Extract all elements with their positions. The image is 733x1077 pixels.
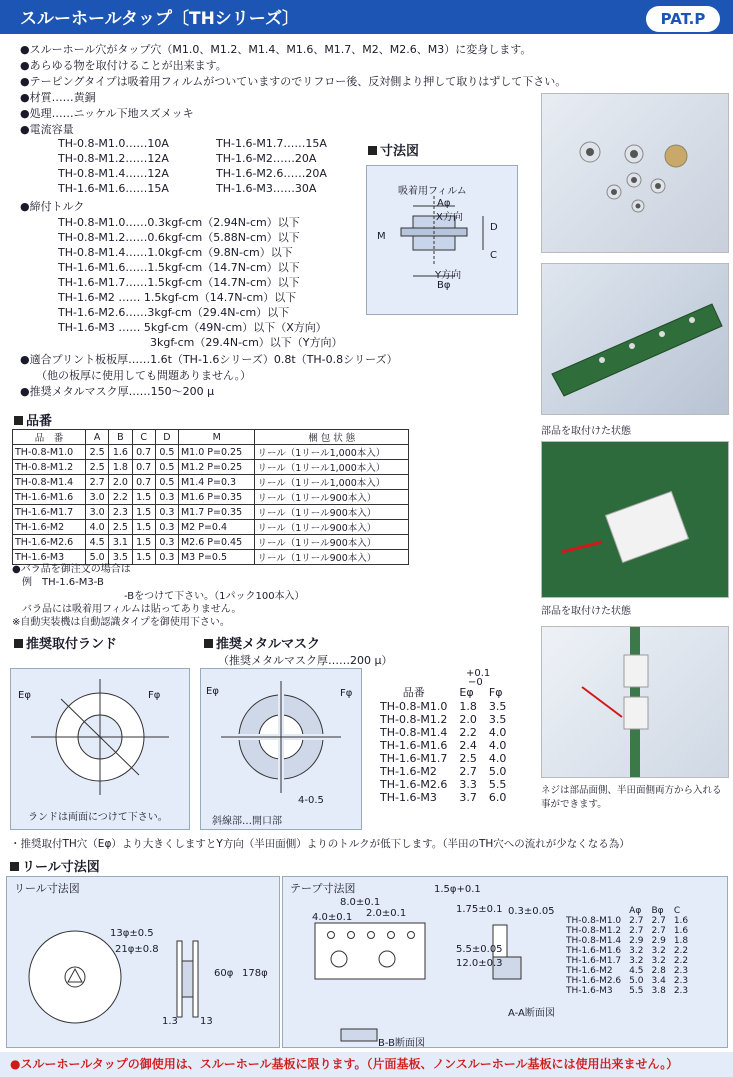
table-header: Aφ Bφ C	[629, 906, 681, 916]
film-label: 吸着用フィルム	[398, 186, 467, 197]
torque-item: TH-1.6-M1.6……1.5kgf-cm（14.7N-cm）以下	[58, 261, 300, 274]
table-row: TH-0.8-M1.4 2.9 2.9 1.8	[566, 936, 689, 946]
table-header	[13, 430, 409, 445]
table-row: TH-1.6-M3 5.0 3.5 1.5 0.3 M3 P=0.5 リール（1リール900本入）	[13, 550, 409, 565]
current-item: TH-0.8-M1.0……10A	[58, 137, 169, 150]
tape-t4: 4.0±0.1	[312, 912, 353, 923]
reel-d13: 13φ±0.5	[110, 928, 154, 939]
col-header: A	[86, 430, 109, 445]
table-row: TH-1.6-M1.7 2.5 4.0	[380, 752, 507, 765]
board-line: ●推奨メタルマスク厚……150〜200 μ	[20, 385, 215, 398]
dim-title: 寸法図	[368, 140, 419, 159]
dim-x-label: X方向	[436, 212, 463, 223]
col-header: 品 番	[13, 430, 86, 445]
col-header: C	[132, 430, 155, 445]
reel-d60: 60φ	[214, 968, 234, 979]
dim-d-label: D	[490, 222, 498, 233]
col-header: M	[178, 430, 254, 445]
current-item: TH-1.6-M1.6……15A	[58, 182, 169, 195]
land-f-label: Fφ	[148, 690, 161, 701]
table-row: TH-1.6-M1.6 2.4 4.0	[380, 739, 507, 752]
tape-t175: 1.75±0.1	[456, 904, 503, 915]
board-line: （他の板厚に使用しても問題ありません。）	[36, 369, 252, 382]
mask-drawing	[200, 668, 362, 830]
current-item: TH-0.8-M1.4……12A	[58, 167, 169, 180]
reel-drawing	[6, 876, 280, 1048]
order-note: ●バラ品を御注文の場合は	[12, 564, 131, 575]
land-title: 推奨取付ランド	[14, 633, 117, 652]
tape-t2: 2.0±0.1	[366, 908, 407, 919]
torque-item: TH-1.6-M1.7……1.5kgf-cm（14.7N-cm）以下	[58, 276, 300, 289]
table-row: TH-0.8-M1.0 2.5 1.6 0.7 0.5 M1.0 P=0.25 リール（1リール1,000本入）	[13, 445, 409, 460]
current-item: TH-1.6-M2……20A	[216, 152, 317, 165]
recommend-note: ・推奨取付TH穴（Eφ）より大きくしますとY方向（半田面側）よりのトルクが低下します。（半田のTH穴への流れが少なくなる為）	[10, 838, 630, 850]
table-row: TH-0.8-M1.0 1.8 3.5	[380, 700, 507, 713]
torque-item: TH-1.6-M2.6……3kgf-cm（29.4N-cm）以下	[58, 306, 290, 319]
current-item: TH-0.8-M1.2……12A	[58, 152, 169, 165]
table-row: TH-0.8-M1.2 2.0 3.5	[380, 713, 507, 726]
tape-bb: B-B断面図	[378, 1038, 425, 1049]
reel-d178: 178φ	[242, 968, 268, 979]
table-row: TH-1.6-M2.6 4.5 3.1 1.5 0.3 M2.6 P=0.45 リール（1リール900本入）	[13, 535, 409, 550]
torque-title: ●締付トルク	[20, 200, 85, 213]
torque-item: TH-0.8-M1.2……0.6kgf-cm（5.88N-cm）以下	[58, 231, 300, 244]
mask-e-label: Eφ	[206, 686, 219, 697]
reel-w13b: 13	[200, 1016, 213, 1027]
tape-t15: 1.5φ+0.1	[434, 884, 481, 895]
table-row: TH-1.6-M1.7 3.2 3.2 2.2	[566, 956, 689, 966]
mask-dim-label: 4-0.5	[298, 795, 324, 806]
feature-line: ●あらゆる物を取付けることが出来ます。	[20, 59, 227, 72]
dim-a-label: Aφ	[437, 198, 451, 209]
order-note: 例 TH-1.6-M3-B	[22, 577, 104, 588]
mask-title: 推奨メタルマスク	[204, 633, 320, 652]
board-photo	[541, 263, 729, 415]
table-row: TH-1.6-M1.6 3.0 2.2 1.5 0.3 M1.6 P=0.35 リール（1リール900本入）	[13, 490, 409, 505]
table-row: TH-1.6-M1.6 3.2 3.2 2.2	[566, 946, 689, 956]
reel-drawing-label: リール寸法図	[14, 882, 80, 895]
dim-c-label: C	[490, 250, 497, 261]
torque-item: TH-1.6-M2 …… 1.5kgf-cm（14.7N-cm）以下	[58, 291, 297, 304]
tape-drawing-label: テープ寸法図	[290, 882, 356, 895]
taps-svg	[542, 94, 728, 252]
dim-m-label: M	[377, 231, 386, 242]
table-row: TH-1.6-M2.6 3.3 5.5	[380, 778, 507, 791]
table-row: TH-1.6-M2 2.7 5.0	[380, 765, 507, 778]
table-row: TH-0.8-M1.2 2.5 1.8 0.7 0.5 M1.2 P=0.25 リール（1リール1,000本入）	[13, 460, 409, 475]
table-row: TH-1.6-M2 4.5 2.8 2.3	[566, 966, 689, 976]
torque-item: TH-0.8-M1.0……0.3kgf-cm（2.94N-cm）以下	[58, 216, 300, 229]
mask-subtitle: （推奨メタルマスク厚……200 μ）	[218, 654, 393, 667]
col-header: 梱 包 状 態	[255, 430, 409, 445]
screw-photo	[541, 626, 729, 778]
table-row: TH-0.8-M1.0 2.7 2.7 1.6	[566, 916, 689, 926]
table-row: TH-1.6-M2.6 5.0 3.4 2.3	[566, 976, 689, 986]
torque-item: 3kgf-cm（29.4N-cm）以下（Y方向）	[150, 336, 343, 349]
torque-item: TH-1.6-M3 …… 5kgf-cm（49N-cm）以下（X方向）	[58, 321, 327, 334]
table-row: TH-0.8-M1.4 2.7 2.0 0.7 0.5 M1.4 P=0.3 リール（1リール1,000本入）	[13, 475, 409, 490]
table-row: TH-1.6-M3 5.5 3.8 2.3	[566, 986, 689, 996]
tolerance-minus: −0	[468, 677, 483, 688]
parts-table	[12, 429, 409, 565]
photo-caption: ネジは部品面側、半田面側両方から入れる事ができます。	[541, 785, 722, 810]
land-e-label: Eφ	[18, 690, 31, 701]
table-row: TH-1.6-M1.7 3.0 2.3 1.5 0.3 M1.7 P=0.35 リール（1リール900本入）	[13, 505, 409, 520]
feature-line: ●材質……黄銅	[20, 91, 96, 104]
screw-svg	[542, 627, 728, 777]
land-drawing	[10, 668, 190, 830]
tape-t03: 0.3±0.05	[508, 906, 555, 917]
ef-table	[374, 684, 512, 804]
feature-line: ●テーピングタイプは吸着用フィルムがついていますのでリフロー後、反対側より押して取りはずして下さい。	[20, 75, 567, 88]
tape-t8: 8.0±0.1	[340, 897, 381, 908]
feature-line: ●電流容量	[20, 123, 74, 136]
board-svg	[542, 264, 728, 414]
tolerance-plus: +0.1	[466, 668, 491, 679]
table-row: TH-1.6-M2 4.0 2.5 1.5 0.3 M2 P=0.4 リール（1リール900本入）	[13, 520, 409, 535]
tape-t55: 5.5±0.05	[456, 944, 503, 955]
table-header: 品番 Eφ Fφ	[402, 685, 503, 699]
reel-title: リール寸法図	[10, 856, 100, 875]
product-photo	[541, 93, 729, 253]
mounted-photo	[541, 441, 729, 598]
dim-y-label: Y方向	[435, 270, 462, 281]
torque-item: TH-0.8-M1.4……1.0kgf-cm（9.8N-cm）以下	[58, 246, 293, 259]
dim-b-label: Bφ	[437, 280, 451, 291]
photo-caption: 部品を取付けた状態	[541, 606, 631, 617]
land-svg	[11, 669, 189, 829]
photo-caption: 部品を取付けた状態	[541, 426, 631, 437]
parts-title: 品番	[14, 410, 52, 429]
tape-t12: 12.0±0.3	[456, 958, 503, 969]
current-item: TH-1.6-M3……30A	[216, 182, 317, 195]
mask-svg	[201, 669, 361, 829]
table-row: TH-0.8-M1.2 2.7 2.7 1.6	[566, 926, 689, 936]
patent-badge: PAT.P	[646, 6, 720, 32]
reel-w13: 1.3	[162, 1016, 178, 1027]
feature-line: ●処理……ニッケル下地スズメッキ	[20, 107, 194, 120]
col-header: D	[155, 430, 178, 445]
land-caption: ランドは両面につけて下さい。	[28, 812, 168, 823]
order-note: バラ品には吸着用フィルムは貼ってありません。	[22, 604, 242, 615]
order-note: -Bをつけて下さい。（1パック100本入）	[124, 591, 305, 602]
footer-warning: ●スルーホールタップの御使用は、スルーホール基板に限ります。（片面基板、ノンスルーホール基板には使用出来ません。）	[0, 1052, 733, 1077]
current-item: TH-1.6-M1.7……15A	[216, 137, 327, 150]
current-item: TH-1.6-M2.6……20A	[216, 167, 327, 180]
page-title: スルーホールタップ〔THシリーズ〕	[20, 9, 299, 29]
feature-line: ●スルーホール穴がタップ穴（M1.0、M1.2、M1.4、M1.6、M1.7、M2、M2.6、M3）に変身します。	[20, 43, 532, 56]
tape-aa: A-A断面図	[508, 1008, 555, 1019]
tape-table	[562, 906, 692, 996]
mask-hatch-label: 斜線部…開口部	[212, 816, 282, 827]
col-header: B	[109, 430, 132, 445]
reel-d21: 21φ±0.8	[115, 944, 159, 955]
mask-f-label: Fφ	[340, 688, 353, 699]
order-note: ※自動実装機は自動認識タイプを御使用下さい。	[12, 617, 230, 628]
reel-svg	[7, 877, 279, 1047]
board-line: ●適合プリント板板厚……1.6t（TH-1.6シリーズ）0.8t（TH-0.8シリーズ）	[20, 353, 398, 366]
table-row: TH-1.6-M3 3.7 6.0	[380, 791, 507, 804]
table-row: TH-0.8-M1.4 2.2 4.0	[380, 726, 507, 739]
mounted-svg	[542, 442, 728, 597]
